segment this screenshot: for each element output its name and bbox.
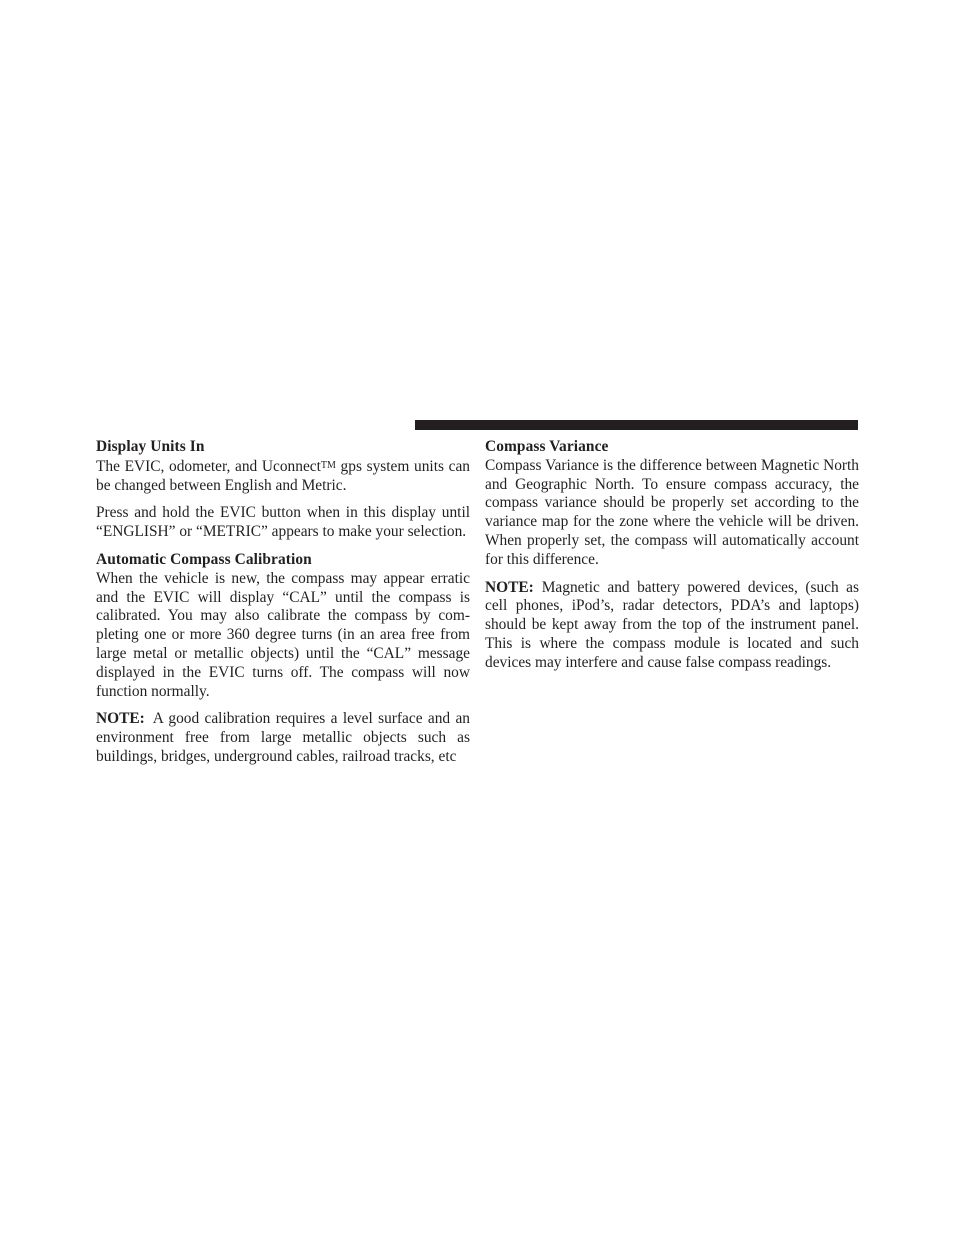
note-label: NOTE: bbox=[485, 578, 534, 596]
variance-paragraph: Compass Variance is the difference between Magnetic North and Geographic North. To ensure compass accuracy, the compass variance should be properly set according to the variance map for the zone where the vehicle will be driven. When properly set, the compass will automatically account for this difference. bbox=[485, 456, 859, 568]
variance-note bbox=[485, 579, 859, 673]
display-units-text-end: gps system units can be changed between English and Metric. bbox=[96, 457, 470, 494]
note-label: NOTE: bbox=[96, 710, 145, 728]
variance-heading: Compass Variance bbox=[485, 438, 609, 455]
display-units-text-start: The EVIC, odometer, and Uconnect bbox=[96, 457, 321, 475]
display-units-paragraph bbox=[96, 457, 470, 496]
calibration-heading: Automatic Compass Calibration bbox=[96, 550, 312, 568]
right-column bbox=[485, 438, 859, 682]
display-units-instruction: Press and hold the EVIC button when in this display until “ENGLISH” or “METRIC” appears to make your selection. bbox=[96, 504, 470, 541]
calibration-note-text: A good calibration requires a level surface and an environment free from large metallic objects such as buildings, bridges, underground cables, railroad tracks, etc bbox=[96, 710, 470, 765]
calibration-paragraph: When the vehicle is new, the compass may appear erratic and the EVIC will display “CAL” until the compass is calibrated. You may also calibrate the compass by completing one or more 360 degree turns (in an area free from large metal or metallic objects) until the “CAL” message displayed in the EVIC turns off. The compass will now function normally. bbox=[96, 569, 470, 700]
section-header-bar bbox=[415, 420, 858, 430]
variance-note-text: Magnetic and battery powered devices, (such as cell phones, iPod’s, radar detectors, PDA’s and laptops) should be kept away from the top of the instrument panel. This is where the compass module is located and such devices may interfere and cause false compass readings. bbox=[485, 578, 859, 671]
calibration-note bbox=[96, 710, 470, 766]
left-column bbox=[96, 438, 470, 776]
display-units-heading: Display Units In bbox=[96, 438, 205, 455]
trademark-symbol: TM bbox=[320, 459, 336, 471]
